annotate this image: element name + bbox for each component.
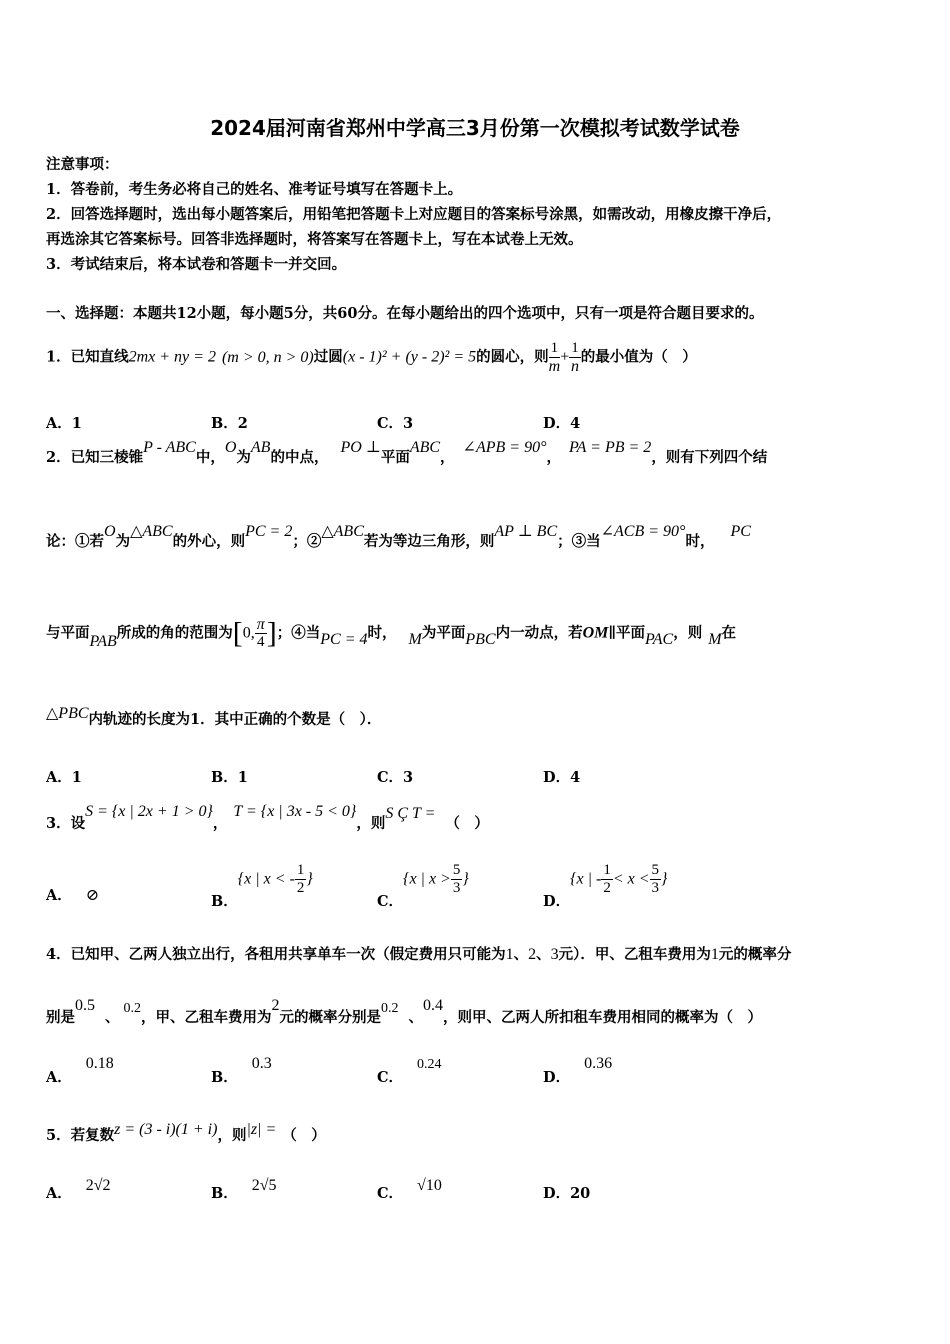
notice-item: 3．考试结束后，将本试卷和答题卡一并交回。: [46, 256, 347, 273]
q1-line-equation: 2mx + ny = 2: [128, 348, 216, 366]
pi-over-4: $\frac{\pi}{4}$: [256, 616, 265, 650]
right-bracket: ]: [266, 616, 277, 650]
q1-plus: +: [560, 348, 570, 366]
question-2-line-1: 2．已知三棱锥P - ABC中，O为AB的中点，PO ⊥平面ABC，∠APB = 90°，PA = PB = 2，则有下列四个结: [46, 439, 768, 466]
q5-option-a[interactable]: A． 2√2: [46, 1177, 111, 1202]
q5-option-b[interactable]: B． 2√5: [211, 1177, 277, 1202]
q1-mid: 过圆: [313, 348, 343, 366]
q1-option-a[interactable]: A．1: [46, 415, 82, 432]
q1-mid2: 的圆心，则: [476, 348, 549, 366]
question-4-line-1: 4．已知甲、乙两人独立出行，各租用共享单车一次（假定费用只可能为1、2、3元）．甲、乙租车费用为1元的概率分: [46, 946, 792, 963]
q1-tail: 的最小值为（ ）: [580, 348, 697, 366]
question-1: [46, 340, 697, 375]
question-4-line-2: 别是0.5、0.2，甲、乙租车费用为2元的概率分别是0.2、0.4，则甲、乙两人所扣租车费用相同的概率为（ ）: [46, 997, 762, 1026]
q3-option-a[interactable]: A． ⊘: [46, 887, 100, 904]
q2-option-c[interactable]: C．3: [377, 769, 414, 786]
q1-fraction-2: $\frac{1}{n}$: [570, 340, 579, 375]
notice-item: 1．答卷前，考生务必将自己的姓名、准考证号填写在答题卡上。: [46, 181, 463, 198]
left-bracket: [: [232, 616, 243, 650]
question-3: 3．设S = {x | 2x + 1 > 0}，T = {x | 3x - 5 < 0}，则S Ç T =（ ）: [46, 803, 489, 832]
q1-condition: (m > 0, n > 0): [221, 348, 314, 366]
question-5: 5．若复数z = (3 - i)(1 + i)，则|z| = （ ）: [46, 1121, 326, 1144]
q4-option-b[interactable]: B．0.3: [211, 1055, 272, 1086]
question-2-line-3: 与平面PAB所成的角的范围为[0, $\frac{\pi}{4}$ ]；④当PC = 4时， M为平面PBC内一动点，若OM∥平面PAC，则 M在: [46, 616, 737, 650]
q2-option-a[interactable]: A．1: [46, 769, 82, 786]
section-heading: 一、选择题：本题共12小题，每小题5分，共60分。在每小题给出的四个选项中，只有一项是符合题目要求的。: [46, 305, 764, 322]
q4-option-d[interactable]: D．0.36: [543, 1055, 613, 1086]
q1-lead: 1．已知直线: [46, 348, 129, 366]
question-2-line-2: 论：①若O为△ABC的外心，则PC = 2；②△ABC若为等边三角形，则AP ⊥ BC；③当∠ACB = 90°时，PC: [46, 523, 751, 550]
q2-option-d[interactable]: D．4: [543, 769, 581, 786]
notice-item: 再选涂其它答案标号。回答非选择题时，将答案写在答题卡上，写在本试卷上无效。: [46, 231, 583, 248]
q3-option-b[interactable]: B．{x | x < - $\frac{1}{2}$ }: [211, 862, 313, 910]
q2-option-b[interactable]: B．1: [211, 769, 248, 786]
q4-option-a[interactable]: A．0.18: [46, 1055, 114, 1086]
page-title: 2024届河南省郑州中学高三3月份第一次模拟考试数学试卷: [210, 116, 740, 140]
q5-option-d[interactable]: D．20: [543, 1185, 591, 1202]
question-2-line-4: △PBC内轨迹的长度为1．其中正确的个数是（ ）．: [46, 705, 382, 728]
q1-fraction-1: $\frac{1}{m}$: [548, 340, 561, 375]
q3-option-d[interactable]: D．{x | - $\frac{1}{2}$ < x < $\frac{5}{3}$ }: [543, 862, 668, 910]
q1-option-d[interactable]: D．4: [543, 415, 581, 432]
notice-item: 2．回答选择题时，选出每小题答案后，用铅笔把答题卡上对应题目的答案标号涂黑，如需改动，用橡皮擦干净后，: [46, 206, 782, 223]
notice-heading: 注意事项：: [46, 156, 119, 173]
q3-option-c[interactable]: C．{x | x > $\frac{5}{3}$ }: [377, 862, 469, 910]
q1-option-c[interactable]: C．3: [377, 415, 414, 432]
q1-circle: (x - 1)² + (y - 2)² = 5: [342, 348, 477, 366]
q4-option-c[interactable]: C．0.24: [377, 1057, 442, 1086]
q1-option-b[interactable]: B．2: [211, 415, 248, 432]
q5-option-c[interactable]: C． √10: [377, 1177, 442, 1202]
